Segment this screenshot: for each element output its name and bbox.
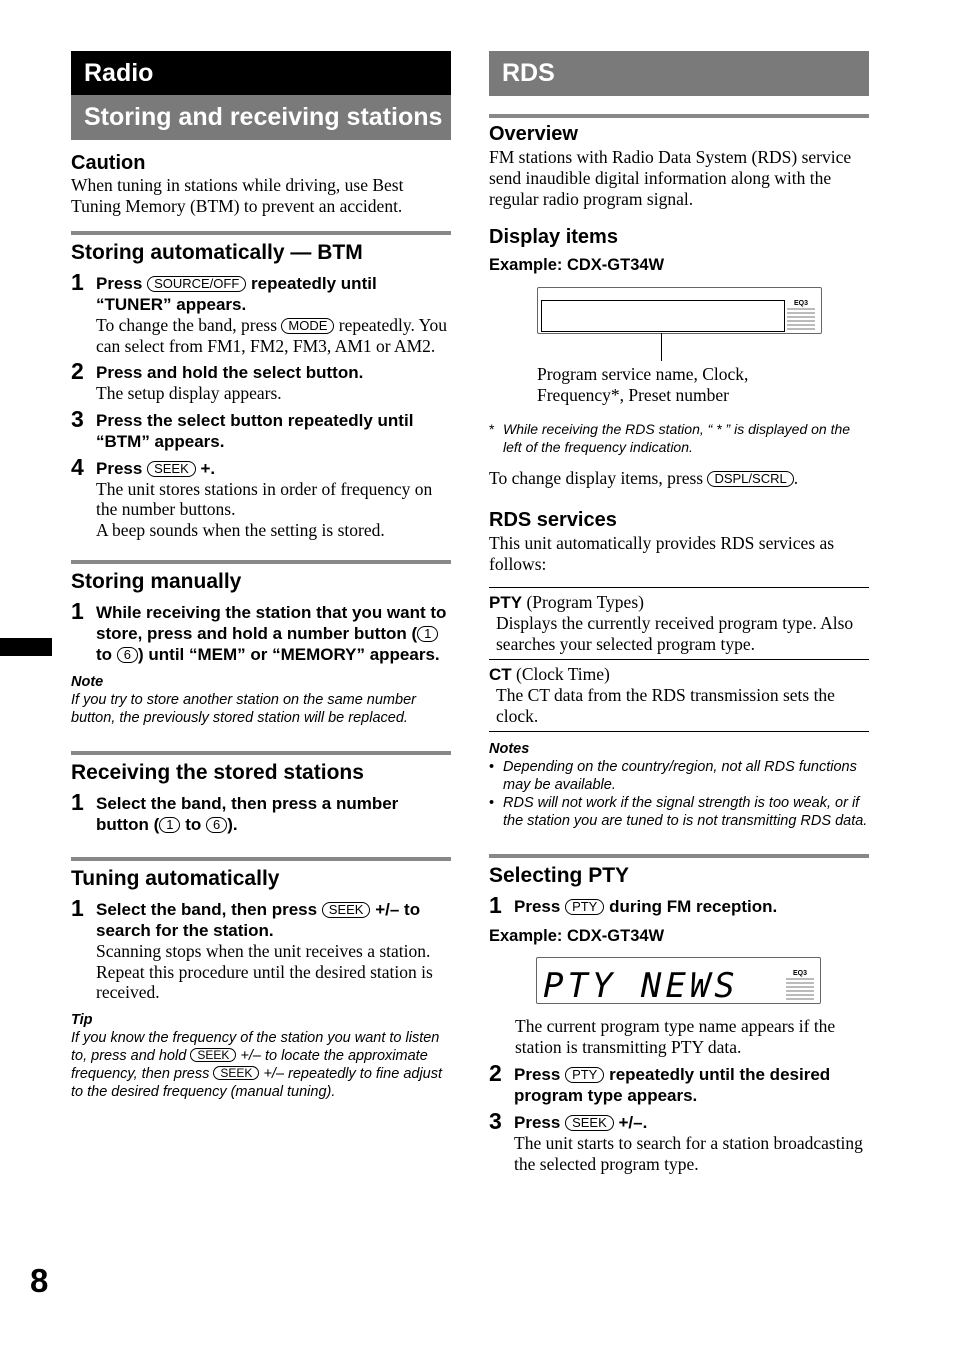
lcd-pty-text: PTY NEWS	[543, 966, 739, 1006]
step-text: ).	[227, 815, 238, 834]
tuning-section	[71, 857, 451, 1101]
step-number: 1	[489, 892, 502, 918]
caution-block	[71, 152, 451, 217]
seek-key: SEEK	[322, 902, 371, 918]
overview-heading: Overview	[489, 123, 578, 145]
tuning-step-1	[71, 895, 451, 1003]
btm-section	[71, 231, 451, 540]
section-banner-radio: Radio	[71, 51, 451, 95]
body-text-part: To change display items, press	[489, 468, 704, 488]
section-rule	[71, 751, 451, 755]
seek-key: SEEK	[565, 1115, 614, 1131]
section-rule	[71, 560, 451, 564]
step-number: 1	[71, 895, 84, 921]
number-key-1: 1	[159, 817, 180, 833]
display-illustration	[537, 287, 869, 406]
eq-label: EQ3	[786, 970, 814, 978]
services-heading: RDS services	[489, 509, 617, 531]
display-section	[489, 224, 869, 489]
btm-step-1	[71, 269, 451, 356]
tip-text-part: +/– repeatedly to fine adjust to the desired frequency (manual tuning).	[71, 1065, 443, 1100]
tuning-heading: Tuning automatically	[71, 867, 280, 890]
step-text: Select the band, then press a number button (	[96, 794, 399, 834]
step-text: during FM reception.	[609, 897, 778, 916]
step-text: +.	[200, 458, 216, 478]
rds-name: (Clock Time)	[516, 664, 610, 684]
step-number: 4	[71, 453, 84, 480]
tip-text	[71, 1029, 451, 1101]
step-text: to	[185, 815, 202, 834]
rds-row-pty	[489, 588, 869, 660]
note-heading: Note	[71, 674, 104, 690]
body-text-part: .	[793, 468, 799, 488]
display-heading: Display items	[489, 226, 618, 248]
step-text: Press	[96, 458, 143, 478]
number-key-6: 6	[117, 647, 138, 663]
lcd-text-area	[541, 300, 785, 332]
lcd-display	[536, 957, 821, 1004]
pty-step-2	[489, 1060, 869, 1106]
section-subbanner: Storing and receiving stations	[71, 95, 451, 140]
callout-line	[661, 333, 662, 361]
step-body-text: The setup display appears.	[96, 383, 282, 403]
notes-heading: Notes	[489, 741, 530, 757]
display-footnote	[489, 420, 869, 456]
step-number: 3	[71, 405, 84, 432]
step-text: Press	[514, 1113, 561, 1132]
tip-text-part: +/– to locate the approximate frequency, then press	[71, 1047, 428, 1082]
step-body-text: repeatedly. You can select from FM1, FM2, FM3, AM1 or AM2.	[96, 315, 447, 356]
step-text: repeatedly until “TUNER” appears.	[96, 274, 377, 314]
step-text: Press and hold the select button.	[96, 363, 364, 382]
dspl-scrl-key: DSPL/SCRL	[707, 471, 793, 487]
btm-step-4	[71, 453, 451, 541]
section-rule	[489, 114, 869, 118]
pty-section	[489, 854, 869, 1174]
step-text: Press	[96, 274, 143, 293]
section-rule	[71, 857, 451, 861]
display-change-text	[489, 468, 869, 489]
number-key-6: 6	[206, 817, 227, 833]
pty-key: PTY	[565, 1067, 604, 1083]
step-number: 2	[489, 1060, 502, 1086]
overview-text: FM stations with Radio Data System (RDS) service send inaudible digital information along with the regular radio program signal.	[489, 147, 852, 209]
note-item: • Depending on the country/region, not all RDS functions may be available.	[489, 758, 869, 794]
note-text: If you try to store another station on the same number button, the previously stored station will be replaced.	[71, 692, 416, 726]
step-body-text: The unit stores stations in order of frequency on the number buttons.	[96, 478, 433, 519]
receiving-section	[71, 751, 451, 835]
right-column	[489, 51, 869, 1174]
step-text: Select the band, then press	[96, 900, 318, 919]
pty-heading: Selecting PTY	[489, 864, 630, 887]
btm-step-2	[71, 358, 451, 404]
services-text: This unit automatically provides RDS services as follows:	[489, 533, 835, 574]
services-notes	[489, 740, 869, 830]
rds-name: (Program Types)	[526, 592, 644, 612]
tip-heading: Tip	[71, 1011, 93, 1028]
footnote-mark: *	[489, 421, 495, 437]
step-text: While receiving the station that you want to store, press and hold a number button (	[96, 603, 447, 643]
manual-section	[71, 560, 451, 727]
source-off-key: SOURCE/OFF	[147, 276, 246, 292]
step-number: 2	[71, 358, 84, 384]
pty-key: PTY	[565, 899, 604, 915]
rds-code: CT	[489, 665, 512, 684]
footnote-text: While receiving the RDS station, “ * ” is displayed on the left of the frequency indication.	[503, 421, 851, 455]
seek-key: SEEK	[190, 1048, 236, 1062]
step-body-text: To change the band, press	[96, 315, 278, 335]
display-example-label: Example: CDX-GT34W	[489, 256, 665, 274]
lcd-display	[537, 287, 822, 334]
section-banner-rds: RDS	[489, 51, 869, 96]
seek-key: SEEK	[147, 461, 196, 477]
step-text: repeatedly until the desired program type appears.	[514, 1065, 831, 1105]
pty-illustration	[536, 957, 869, 1004]
btm-heading: Storing automatically — BTM	[71, 241, 363, 264]
manual-heading: Storing manually	[71, 570, 242, 593]
step-body-text: A beep sounds when the setting is stored.	[96, 519, 385, 540]
number-key-1: 1	[417, 626, 438, 642]
services-section	[489, 507, 869, 830]
step-text: Press	[514, 1065, 561, 1084]
step-text: Press the select button repeatedly until “BTM” appears.	[96, 410, 414, 451]
mode-key: MODE	[281, 318, 334, 334]
rds-services-table	[489, 587, 869, 732]
pty-step-1	[489, 892, 869, 918]
left-column	[71, 51, 451, 1101]
section-rule	[489, 854, 869, 858]
rds-desc: The CT data from the RDS transmission sets the clock.	[496, 685, 835, 726]
tip-text-part: If you know the frequency of the station you want to listen to, press and hold	[71, 1029, 440, 1064]
manual-note	[71, 673, 451, 727]
step-number: 1	[71, 789, 84, 815]
step-body-text: The unit starts to search for a station broadcasting the selected program type.	[514, 1133, 863, 1174]
btm-step-3	[71, 405, 451, 452]
step-text: ) until “MEM” or “MEMORY” appears.	[138, 645, 440, 664]
manual-step-1	[71, 598, 451, 665]
chapter-tab-marker	[0, 638, 52, 656]
receiving-heading: Receiving the stored stations	[71, 761, 364, 784]
step-text: +/–.	[618, 1113, 648, 1132]
pty-step-3	[489, 1108, 869, 1174]
caution-text: When tuning in stations while driving, use Best Tuning Memory (BTM) to prevent an accident.	[71, 175, 404, 216]
rds-desc: Displays the currently received program type. Also searches your selected program type.	[496, 613, 854, 654]
receiving-step-1	[71, 789, 451, 835]
eq-label: EQ3	[787, 300, 815, 308]
caution-heading: Caution	[71, 152, 146, 174]
display-caption: Program service name, Clock, Frequency*, Preset number	[537, 364, 749, 405]
overview-section	[489, 114, 869, 210]
page-number: 8	[30, 1262, 49, 1299]
step-text: to	[96, 645, 113, 664]
tuning-tip	[71, 1011, 451, 1101]
step-text: Press	[514, 897, 561, 916]
pty-caption: The current program type name appears if the station is transmitting PTY data.	[515, 1016, 836, 1057]
step-text: +/– to search for the station.	[96, 900, 421, 940]
note-item: • RDS will not work if the signal strength is too weak, or if the station you are tuned to is not transmitting RDS data.	[489, 794, 869, 830]
step-number: 1	[71, 269, 84, 295]
seek-key: SEEK	[213, 1066, 259, 1080]
rds-row-ct	[489, 660, 869, 732]
step-body-text: Scanning stops when the unit receives a station. Repeat this procedure until the desired station is received.	[96, 941, 433, 1002]
step-number: 3	[489, 1108, 502, 1134]
step-number: 1	[71, 598, 84, 624]
pty-example-label: Example: CDX-GT34W	[489, 927, 665, 945]
rds-code: PTY	[489, 593, 523, 612]
section-rule	[71, 231, 451, 235]
